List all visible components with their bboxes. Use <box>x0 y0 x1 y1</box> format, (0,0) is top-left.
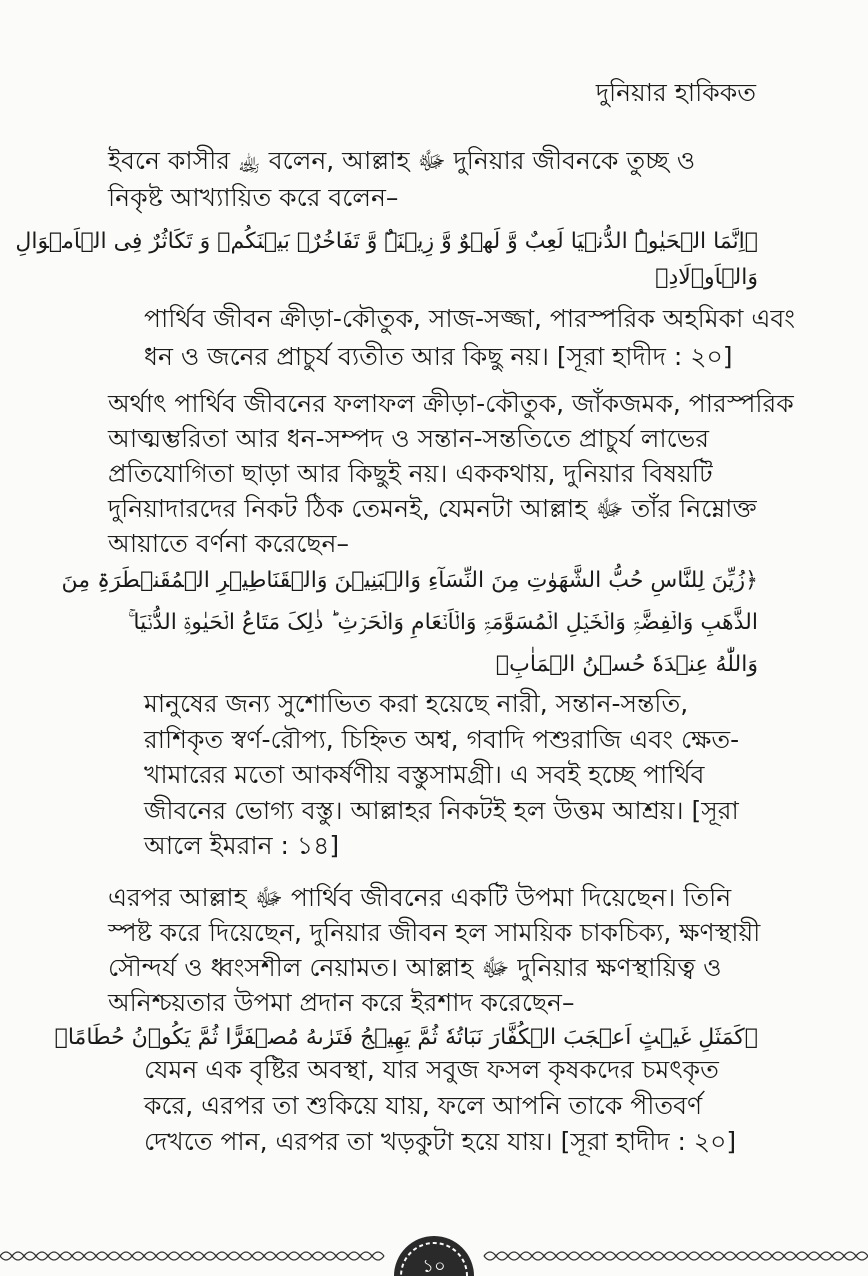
arabic-verse-2 <box>62 560 758 686</box>
arabic-line: وَاللّٰهُ عِنۡدَهٗ حُسۡنُ الۡمَاٰبِ﴾ <box>495 652 758 677</box>
footer-ornament <box>0 1234 868 1276</box>
paragraph-line: সৌন্দর্য ও ধ্বংসশীল নেয়ামত। আল্লাহ ﷻ দুনিয়ার ক্ষণস্থায়িত্ব ও <box>108 953 722 982</box>
page-number: ১০ <box>422 1256 446 1276</box>
translation-line: যেমন এক বৃষ্টির অবস্থা, যার সবুজ ফসল কৃষকদের চমৎকৃত <box>144 1055 719 1084</box>
paragraph-2 <box>108 386 794 561</box>
arabic-line: الذَّهَبِ وَالۡفِضَّۃِ وَالۡخَیۡلِ الۡمُسَوَّمَۃِ وَالۡاَنۡعَامِ وَالۡحَرۡثِ ؕ ذٰلِکَ مَتَاعُ الۡحَیٰوۃِ الدُّنۡیَا ۚ <box>127 610 758 635</box>
translation-line: জীবনের ভোগ্য বস্তু। আল্লাহর নিকটই হল উত্তম আশ্রয়। [সূরা <box>144 795 739 825</box>
paragraph-line: নিকৃষ্ট আখ্যায়িত করে বলেন– <box>108 183 399 212</box>
arabic-line: وَالۡاَوۡلَادِ﴾ <box>655 265 758 290</box>
arabic-verse-1-cont <box>655 258 758 298</box>
running-title: দুনিয়ার হাকিকত <box>595 78 756 107</box>
translation-line: করে, এরপর তা শুকিয়ে যায়, ফলে আপনি তাকে পীতবর্ণ <box>144 1091 703 1120</box>
translation-line: দেখতে পান, এরপর তা খড়কুটা হয়ে যায়। [সূরা হাদীদ : ২০] <box>144 1127 737 1156</box>
translation-line: মানুষের জন্য সুশোভিত করা হয়েছে নারী, সন্তান-সন্ততি, <box>144 689 689 718</box>
translation-line: আলে ইমরান : ১৪] <box>144 831 340 860</box>
paragraph-line: অনিশ্চয়তার উপমা প্রদান করে ইরশাদ করেছেন– <box>108 988 575 1017</box>
paragraph-line: আত্মম্ভরিতা আর ধন-সম্পদ ও সন্তান-সন্ততিতে প্রাচুর্য লাভের <box>108 424 709 453</box>
arabic-verse-1 <box>15 222 758 262</box>
translation-line: রাশিকৃত স্বর্ণ-রৌপ্য, চিহ্নিত অশ্ব, গবাদি পশুরাজি এবং ক্ষেত- <box>144 724 740 754</box>
paragraph-line: প্রতিযোগিতা ছাড়া আর কিছুই নয়। এককথায়, দুনিয়ার বিষয়টি <box>108 459 713 488</box>
paragraph-line: ইবনে কাসীর ﵀ বলেন, আল্লাহ ﷻ দুনিয়ার জীবনকে তুচ্ছ ও <box>108 146 696 175</box>
paragraph-line: এরপর আল্লাহ ﷻ পার্থিব জীবনের একটি উপমা দিয়েছেন। তিনি <box>108 883 732 912</box>
translation-1 <box>144 300 795 376</box>
translation-line: খামারের মতো আকর্ষণীয় বস্তুসামগ্রী। এ সবই হচ্ছে পার্থিব <box>144 760 705 789</box>
translation-2 <box>144 686 739 864</box>
paragraph-3 <box>108 880 760 1020</box>
translation-line: পার্থিব জীবন ক্রীড়া-কৌতুক, সাজ-সজ্জা, পারস্পরিক অহমিকা এবং <box>144 304 796 333</box>
translation-line: ধন ও জনের প্রাচুর্য ব্যতীত আর কিছু নয়। [সূরা হাদীদ : ২০] <box>144 342 733 371</box>
paragraph-line: স্পষ্ট করে দিয়েছেন, দুনিয়ার জীবন হল সাময়িক চাকচিক্য, ক্ষণস্থায়ী <box>108 918 761 947</box>
paragraph-1 <box>108 142 695 215</box>
paragraph-line: আয়াতে বর্ণনা করেছেন– <box>108 529 349 558</box>
arabic-line: ﴿زُیِّنَ لِلنَّاسِ حُبُّ الشَّهَوٰتِ مِنَ النِّسَآءِ وَالۡبَنِیۡنَ وَالۡقَنَاطِیۡرِ الۡمُقَنۡطَرَۃِ مِنَ <box>61 568 758 593</box>
paragraph-line: দুনিয়াদারদের নিকট ঠিক তেমনই, যেমনটা আল্লাহ ﷻ তাঁর নিম্নোক্ত <box>108 494 757 523</box>
arabic-line: ﴿اِنَّمَا الۡحَیٰوۃُ الدُّنۡیَا لَعِبٌ وَّ لَهۡوٌ وَّ زِیۡنَۃٌ وَّ تَفَاخُرٌۢ بَیۡنَکُمۡ وَ تَکَاثُرٌ فِی الۡاَمۡوَالِ <box>15 229 758 254</box>
translation-3 <box>144 1052 736 1160</box>
paragraph-line: অর্থাৎ পার্থিব জীবনের ফলাফল ক্রীড়া-কৌতুক, জাঁকজমক, পারস্পরিক <box>108 389 794 418</box>
arabic-line: ﴿کَمَثَلِ غَیۡثٍ اَعۡجَبَ الۡکُفَّارَ نَبَاتُهٗ ثُمَّ یَهِیۡجُ فَتَرٰىهُ مُصۡفَرًّا ثُمَّ یَکُوۡنُ حُطَامًا﴾ <box>54 1025 758 1050</box>
